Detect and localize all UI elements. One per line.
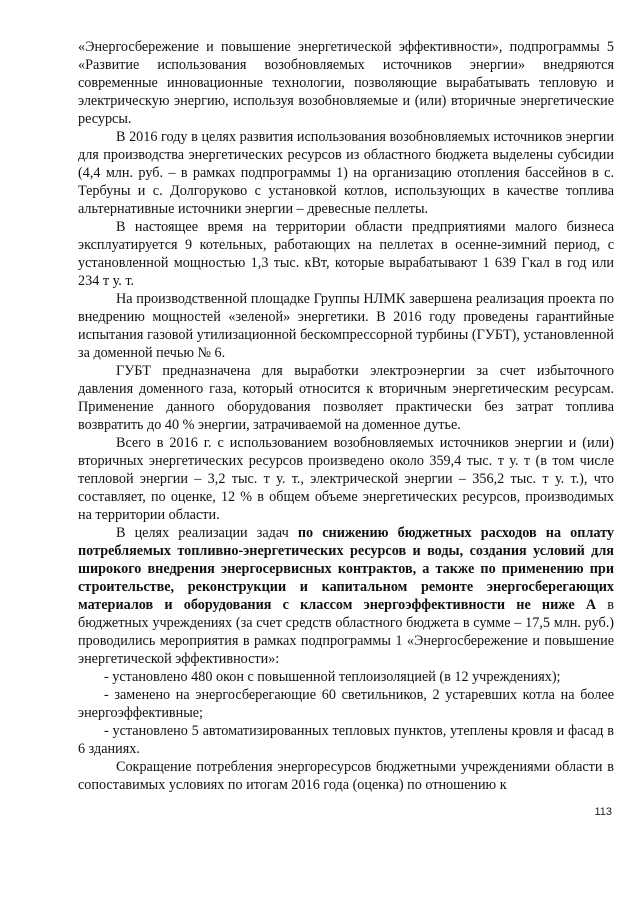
paragraph-pellet-boilers: В настоящее время на территории области предприятиями малого бизнеса эксплуатируется 9 котельных, работающих на пеллетах в осенне-зимний период, с установленной мощностью 1,3 тыс. кВт, которые вырабатывают 1 639 Гкал в год или 234 т у. т. [78,219,614,289]
paragraph-intro: «Энергосбережение и повышение энергетической эффективности», подпрограммы 5 «Развитие использования возобновляемых источников энергии» внедряются современные инновационные технологии, позволяющие вырабатывать тепловую и электрическую энергию, используя возобновляемые и (или) вторичные энергетические ресурсы. [78,39,614,127]
goals-tail: в бюджетных учреждениях (за счет средств областного бюджета в сумме – 17,5 млн. руб.) проводились мероприятия в рамках подпрограммы 1 «Энергосбережение и повышение энергетической эффективности»: [78,597,614,667]
paragraph-nlmk: На производственной площадке Группы НЛМК завершена реализация проекта по внедрению мощностей «зеленой» энергетики. В 2016 году проведены гарантийные испытания газовой утилизационной бескомпрессорной турбины (ГУБТ), установленной за доменной печью № 6. [78,291,614,361]
list-item: - установлено 5 автоматизированных тепловых пунктов, утеплены кровля и фасад в 6 зданиях. [78,723,614,757]
paragraph-closing: Сокращение потребления энергоресурсов бюджетными учреждениями области в сопоставимых условиях по итогам 2016 года (оценка) по отношению к [78,759,614,793]
list-item: - заменено на энергосберегающие 60 светильников, 2 устаревших котла на более энергоэффективные; [78,687,614,721]
list-item: - установлено 480 окон с повышенной теплоизоляцией (в 12 учреждениях); [104,669,561,685]
paragraph-goals [78,524,614,668]
goals-lead: В целях реализации задач [116,525,289,541]
paragraph-total-production: Всего в 2016 г. с использованием возобновляемых источников энергии и (или) вторичных энергетических ресурсов произведено около 359,4 тыс. т у. т (в том числе тепловой энергии – 3,2 тыс. т у. т., электрической энергии – 356,2 тыс. т у. т.), что составляет, по оценке, 12 % в общем объеме энергетических ресурсов, производимых на территории области. [78,435,614,523]
page-number: 113 [594,806,612,818]
paragraph-subsidies: В 2016 году в целях развития использования возобновляемых источников энергии для производства энергетических ресурсов из областного бюджета выделены субсидии (4,4 млн. руб. – в рамках подпрограммы 1) на организацию отопления бассейнов в с. Тербуны и с. Долгоруково с установкой котлов, использующих в качестве топлива альтернативные источники энергии – древесные пеллеты. [78,129,614,217]
paragraph-gubt: ГУБТ предназначена для выработки электроэнергии за счет избыточного давления доменного газа, который относится к вторичным энергетическим ресурсам. Применение данного оборудования позволяет практически без затрат топлива возвратить до 40 % энергии, затрачиваемой на доменное дутье. [78,363,614,433]
goals-bold: по снижению бюджетных расходов на оплату потребляемых топливно-энергетических ресурсов и воды, создания условий для широкого внедрения энергосервисных контрактов, а также по применению при строительстве, реконструкции и капитальном ремонте энергосберегающих материалов и оборудования с классом энергоэффективности не ниже А [78,525,615,613]
